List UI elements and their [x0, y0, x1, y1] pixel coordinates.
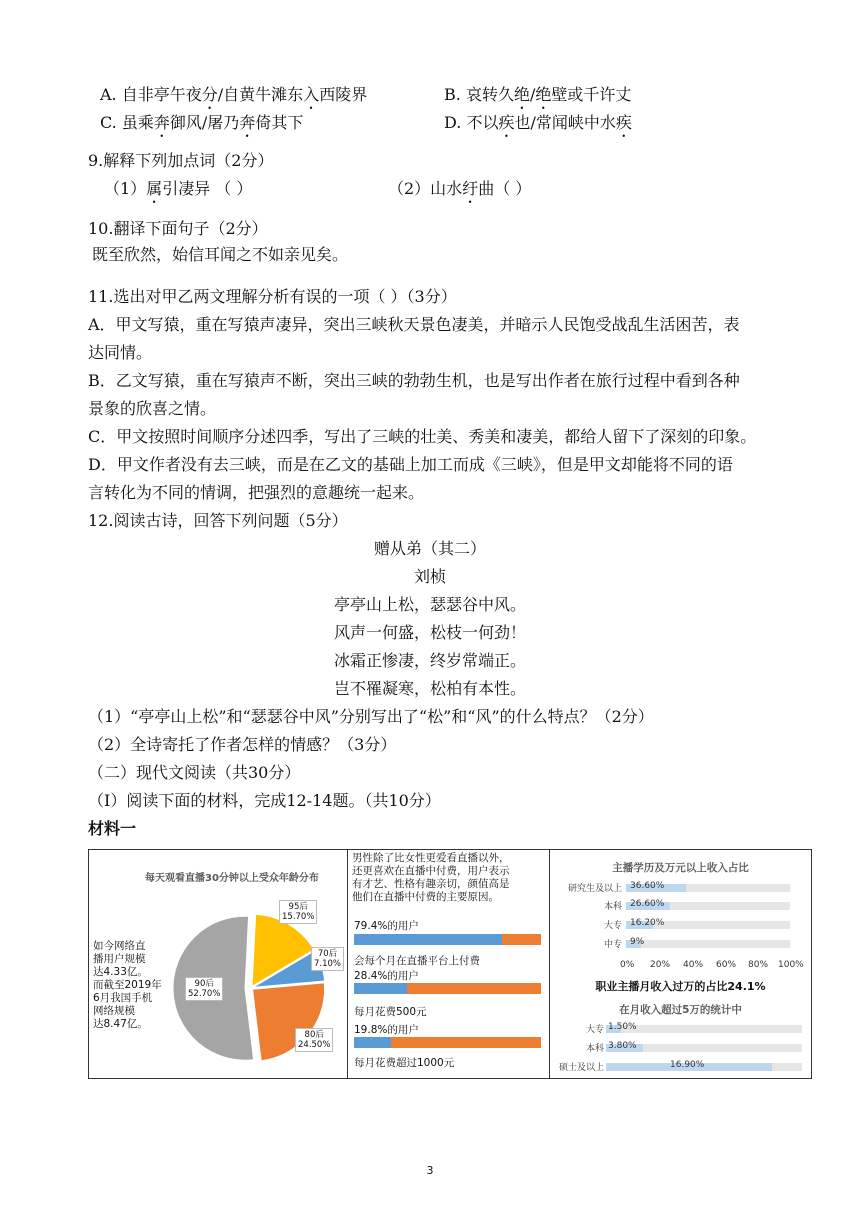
q12-title: 12.阅读古诗，回答下列问题（5分）	[88, 511, 348, 530]
pie-title: 每天观看直播30分钟以上受众年龄分布	[145, 873, 319, 884]
edu-label: 大专	[603, 921, 622, 931]
payment-bar-2	[354, 983, 541, 994]
income-label: 大专	[585, 1025, 604, 1035]
poem-line: 冰霜正惨凄，终岁常端正。	[333, 651, 526, 670]
income-title-2: 在月收入超过5万的统计中	[619, 1004, 742, 1016]
edu-value: 36.60%	[630, 881, 665, 891]
edu-title: 主播学历及万元以上收入占比	[612, 862, 749, 874]
q10-sentence: 既至欣然，始信耳闻之不如亲见矣。	[92, 245, 349, 264]
q11-option-d-line1: D．甲文作者没有去三峡，而是在乙文的基础上加工而成《三峡》，但是甲文却能将不同的语	[88, 455, 733, 474]
poem-line: 亭亭山上松，瑟瑟谷中风。	[333, 595, 526, 614]
material-figure	[88, 849, 812, 1079]
section-title: （二）现代文阅读（共30分）	[88, 763, 301, 782]
q8-option-a: A. 自非亭午夜分/自黄牛滩东入西陵界	[100, 85, 368, 104]
axis-tick: 20%	[650, 960, 671, 970]
pct-row-2: 28.4%的用户	[354, 970, 419, 982]
q8-option-c: C. 虽乘奔御风/屠乃奔倚其下	[100, 113, 304, 132]
q8-option-b: B. 哀转久绝/绝壁或千许丈	[444, 85, 632, 104]
label-90: 90后 52.70%	[185, 977, 223, 1001]
poem-author: 刘桢	[413, 567, 446, 586]
axis-tick: 100%	[778, 960, 804, 970]
q11-option-b-line1: B．乙文写猿，重在写猿声不断，突出三峡的勃勃生机，也是写出作者在旅行过程中看到各种	[88, 371, 740, 390]
label-80: 80后 24.50%	[295, 1028, 333, 1052]
axis-tick: 0%	[620, 960, 635, 970]
edu-label: 中专	[603, 940, 622, 950]
edu-label: 研究生及以上	[567, 884, 622, 894]
payment-bar-3	[354, 1037, 541, 1048]
desc-row-2: 会每个月在直播平台上付费	[354, 955, 480, 967]
q9-item-2: （2）山水纡曲（ ）	[388, 179, 532, 198]
q10-title: 10.翻译下面句子（2分）	[88, 219, 268, 238]
q12-subquestion-2: （2）全诗寄托了作者怎样的情感？（3分）	[88, 735, 397, 754]
axis-tick: 60%	[716, 960, 737, 970]
q11-title: 11.选出对甲乙两文理解分析有误的一项（ ）（3分）	[88, 287, 457, 306]
q11-option-d-line2: 言转化为不同的情调，把强烈的意趣统一起来。	[88, 483, 425, 502]
income-label: 硕士及以上	[558, 1063, 604, 1073]
section-subtitle: （Ⅰ）阅读下面的材料，完成12-14题。（共10分）	[88, 791, 441, 810]
q11-option-b-line2: 景象的欣喜之情。	[88, 399, 217, 418]
page-number: 3	[426, 1164, 434, 1177]
edu-value: 26.60%	[630, 899, 665, 909]
age-distribution-panel	[89, 850, 348, 1078]
desc-last: 每月花费超过1000元	[354, 1057, 455, 1069]
q11-option-c: C．甲文按照时间顺序分述四季，写出了三峡的壮美、秀美和凄美，都给人留下了深刻的印象。	[88, 427, 757, 446]
q11-option-a-line1: A．甲文写猿，重在写猿声凄异，突出三峡秋天景色凄美，并暗示人民饱受战乱生活困苦，表	[88, 315, 740, 334]
label-95: 95后 15.70%	[279, 900, 317, 924]
material-label: 材料一	[88, 819, 137, 838]
q12-subquestion-1: （1）“亭亭山上松”和“瑟瑟谷中风”分别写出了“松”和“风”的什么特点？（2分）	[88, 707, 654, 726]
poem-line: 岂不罹凝寒，松柏有本性。	[333, 679, 526, 698]
axis-tick: 40%	[683, 960, 704, 970]
axis-tick: 80%	[748, 960, 769, 970]
income-label: 本科	[585, 1044, 604, 1054]
label-70: 70后 7.10%	[311, 947, 344, 971]
pct-row-3: 19.8%的用户	[354, 1024, 419, 1036]
edu-label: 本科	[603, 902, 622, 912]
q11-option-a-line2: 达同情。	[88, 343, 153, 362]
edu-value: 16.20%	[630, 918, 665, 928]
user-scale-note: 如今网络直 播用户规模 达4.33亿。 而截至2019年 6月我国手机 网络规模 达8.47亿。	[93, 940, 162, 1030]
q9-item-1: （1）属引凄异 （ ）	[104, 179, 253, 198]
poem-title: 赠从弟（其二）	[373, 539, 486, 558]
edu-bar	[626, 940, 790, 948]
payment-intro: 男性除了比女性更爱看直播以外， 还更喜欢在直播中付费，用户表示 有才艺、性格有趣亲切，颜值高是 他们在直播中付费的主要原因。	[352, 852, 510, 903]
desc-row-3: 每月花费500元	[354, 1006, 427, 1018]
q8-option-d: D. 不以疾也/常闻峡中水疾	[444, 113, 632, 132]
pct-row-1: 79.4%的用户	[354, 920, 419, 932]
income-value: 16.90%	[670, 1060, 705, 1070]
income-caption: 职业主播月收入过万的占比24.1%	[595, 980, 766, 993]
education-income-panel	[550, 850, 811, 1078]
income-value: 1.50%	[608, 1022, 637, 1032]
payment-bar-1	[354, 934, 541, 945]
q9-title: 9.解释下列加点词（2分）	[88, 151, 274, 170]
poem-line: 风声一何盛，松枝一何劲！	[333, 623, 526, 642]
edu-value: 9%	[630, 937, 645, 947]
income-value: 3.80%	[608, 1041, 637, 1051]
payment-panel	[348, 850, 550, 1078]
